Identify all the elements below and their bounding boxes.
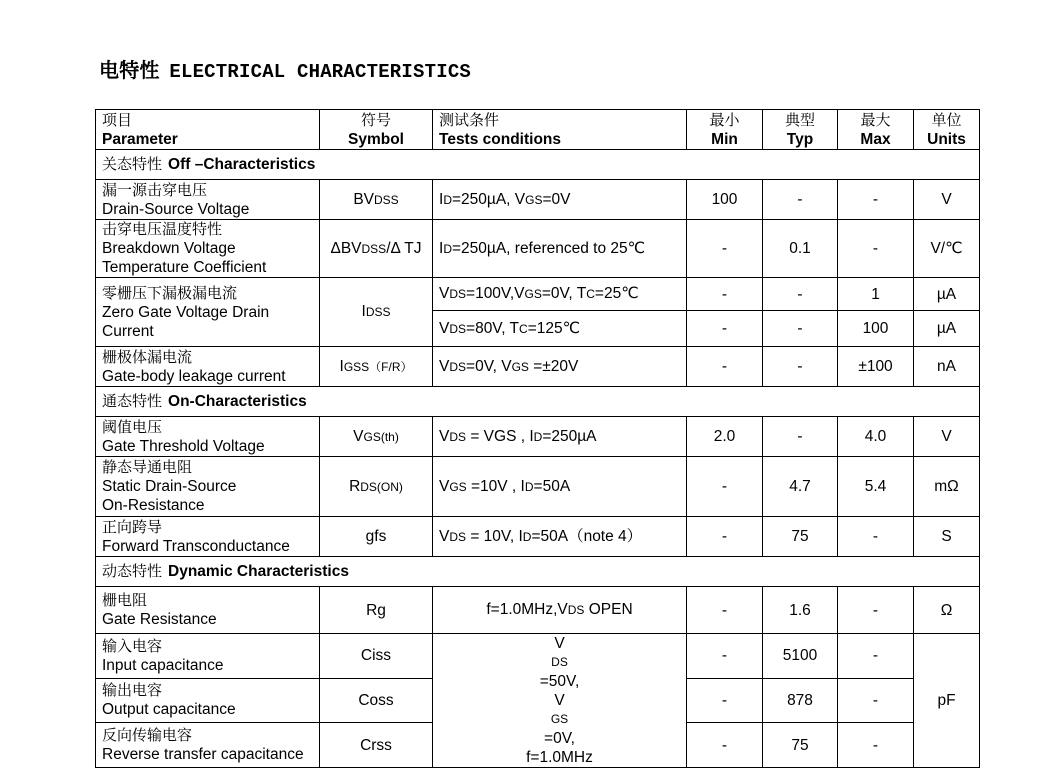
condition-cell: ID=250µA, referenced to 25℃ [433, 220, 687, 278]
symbol-cell: VGS(th) [320, 417, 433, 457]
param-cell: 漏一源击穿电压 Drain-Source Voltage [96, 180, 320, 220]
symbol-cell: Ciss [320, 634, 433, 679]
header-conditions: 测试条件 Tests conditions [433, 110, 687, 150]
header-max: 最大 Max [838, 110, 914, 150]
unit-cell: nA [914, 347, 980, 387]
min-cell: - [687, 587, 763, 634]
min-cell: - [687, 220, 763, 278]
capacitance-unit-cell: pF [914, 634, 980, 768]
table-row [96, 347, 980, 387]
electrical-characteristics-table [95, 109, 980, 768]
section-title: 通态特性 On-Characteristics [96, 387, 980, 417]
min-cell: - [687, 278, 763, 311]
unit-cell: Ω [914, 587, 980, 634]
unit-cell: V [914, 417, 980, 457]
typ-cell: 1.6 [763, 587, 838, 634]
table-row [96, 278, 980, 311]
section-row-dynamic [96, 557, 980, 587]
header-parameter: 项目 Parameter [96, 110, 320, 150]
symbol-cell: IGSS（F/R） [320, 347, 433, 387]
condition-cell: VDS = 10V, ID=50A（note 4） [433, 517, 687, 557]
table-row [96, 457, 980, 517]
typ-cell: - [763, 180, 838, 220]
param-cell: 零栅压下漏极漏电流 Zero Gate Voltage Drain Current [96, 278, 320, 347]
table-header-row [96, 110, 980, 150]
section-title: 关态特性 Off –Characteristics [96, 150, 980, 180]
condition-cell: VDS = VGS , ID=250µA [433, 417, 687, 457]
unit-cell: mΩ [914, 457, 980, 517]
symbol-cell: ΔBVDSS/Δ TJ [320, 220, 433, 278]
condition-cell: VGS =10V , ID=50A [433, 457, 687, 517]
symbol-cell: Rg [320, 587, 433, 634]
symbol-cell: gfs [320, 517, 433, 557]
symbol-cell: Crss [320, 723, 433, 768]
capacitance-condition-cell: V DS =50V, V GS =0V, f=1.0MHz [433, 634, 687, 768]
typ-cell: 75 [763, 723, 838, 768]
header-typ: 典型 Typ [763, 110, 838, 150]
unit-cell: S [914, 517, 980, 557]
unit-cell: V/℃ [914, 220, 980, 278]
max-cell: 5.4 [838, 457, 914, 517]
header-units: 单位 Units [914, 110, 980, 150]
max-cell: - [838, 220, 914, 278]
max-cell: - [838, 180, 914, 220]
min-cell: 2.0 [687, 417, 763, 457]
param-cell: 输出电容 Output capacitance [96, 678, 320, 723]
min-cell: 100 [687, 180, 763, 220]
max-cell: - [838, 587, 914, 634]
typ-cell: 0.1 [763, 220, 838, 278]
table-row [96, 517, 980, 557]
max-cell: - [838, 634, 914, 679]
max-cell: - [838, 678, 914, 723]
min-cell: - [687, 723, 763, 768]
table-row [96, 220, 980, 278]
header-min: 最小 Min [687, 110, 763, 150]
symbol-cell: BVDSS [320, 180, 433, 220]
section-title: 动态特性 Dynamic Characteristics [96, 557, 980, 587]
typ-cell: 878 [763, 678, 838, 723]
min-cell: - [687, 457, 763, 517]
max-cell: 1 [838, 278, 914, 311]
table-row [96, 587, 980, 634]
typ-cell: - [763, 417, 838, 457]
param-cell: 输入电容 Input capacitance [96, 634, 320, 679]
min-cell: - [687, 678, 763, 723]
unit-cell: µA [914, 311, 980, 347]
section-row-on [96, 387, 980, 417]
param-cell: 反向传输电容 Reverse transfer capacitance [96, 723, 320, 768]
param-cell: 正向跨导 Forward Transconductance [96, 517, 320, 557]
typ-cell: - [763, 278, 838, 311]
table-row [96, 634, 980, 679]
min-cell: - [687, 311, 763, 347]
table-row [96, 180, 980, 220]
typ-cell: 5100 [763, 634, 838, 679]
unit-cell: V [914, 180, 980, 220]
condition-cell: VDS=80V, TC=125℃ [433, 311, 687, 347]
max-cell: 100 [838, 311, 914, 347]
param-cell: 阈值电压 Gate Threshold Voltage [96, 417, 320, 457]
section-row-off [96, 150, 980, 180]
max-cell: - [838, 517, 914, 557]
title-cn: 电特性 [99, 58, 160, 82]
typ-cell: 75 [763, 517, 838, 557]
min-cell: - [687, 347, 763, 387]
max-cell: ±100 [838, 347, 914, 387]
table-row [96, 417, 980, 457]
header-symbol: 符号 Symbol [320, 110, 433, 150]
typ-cell: - [763, 347, 838, 387]
condition-cell: VDS=0V, VGS =±20V [433, 347, 687, 387]
condition-cell: ID=250µA, VGS=0V [433, 180, 687, 220]
typ-cell: - [763, 311, 838, 347]
title-en: ELECTRICAL CHARACTERISTICS [169, 61, 472, 83]
min-cell: - [687, 634, 763, 679]
max-cell: - [838, 723, 914, 768]
param-cell: 栅电阻 Gate Resistance [96, 587, 320, 634]
typ-cell: 4.7 [763, 457, 838, 517]
min-cell: - [687, 517, 763, 557]
max-cell: 4.0 [838, 417, 914, 457]
param-cell: 击穿电压温度特性 Breakdown Voltage Temperature Coefficient [96, 220, 320, 278]
condition-cell: VDS=100V,VGS=0V, TC=25℃ [433, 278, 687, 311]
symbol-cell: RDS(ON) [320, 457, 433, 517]
unit-cell: µA [914, 278, 980, 311]
symbol-cell: Coss [320, 678, 433, 723]
param-cell: 栅极体漏电流 Gate-body leakage current [96, 347, 320, 387]
symbol-cell: IDSS [320, 278, 433, 347]
param-cell: 静态导通电阻 Static Drain-Source On-Resistance [96, 457, 320, 517]
page-title [99, 54, 471, 83]
condition-cell: f=1.0MHz,VDS OPEN [433, 587, 687, 634]
